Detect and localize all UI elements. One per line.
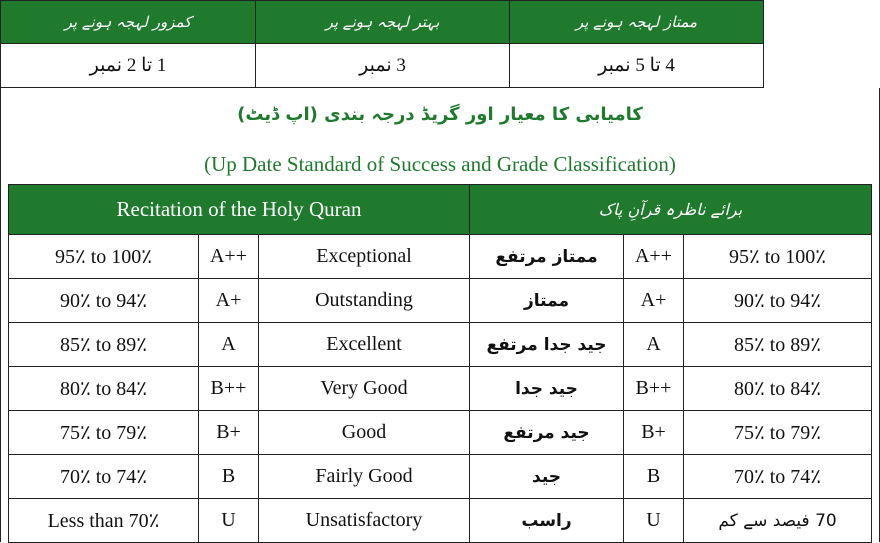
top-value-better: 3 نمبر: [255, 43, 510, 88]
grade-cell-range-en: 85٪ to 89٪: [8, 322, 199, 367]
top-header-better: بہتر لہجہ ہونے پر: [255, 0, 510, 44]
english-title: (Up Date Standard of Success and Grade Classification): [204, 152, 676, 176]
grade-cell-range-ur: 80٪ to 84٪: [683, 366, 872, 411]
grade-cell-desc-ur: جید جدا: [469, 366, 624, 411]
grade-cell-grade-ur: B++: [623, 366, 684, 411]
grade-cell-range-ur: 95٪ to 100٪: [683, 234, 872, 279]
header-nazira: برائے ناظرہ قرآنِ پاک: [469, 184, 872, 235]
grade-cell-range-en: 90٪ to 94٪: [8, 278, 199, 323]
header-recitation: Recitation of the Holy Quran: [8, 184, 470, 235]
grade-cell-range-ur: 90٪ to 94٪: [683, 278, 872, 323]
grade-cell-desc-ur: ممتاز مرتفع: [469, 234, 624, 279]
grade-cell-desc-en: Unsatisfactory: [258, 498, 470, 543]
urdu-title: کامیابی کا معیار اور گریڈ درجہ بندی (اپ ڈیٹ): [237, 104, 643, 125]
grade-cell-desc-en: Fairly Good: [258, 454, 470, 499]
grade-cell-grade-en: A: [198, 322, 259, 367]
top-header-excellent: ممتاز لہجہ ہونے پر: [509, 0, 764, 44]
grade-cell-desc-ur: جید جدا مرتفع: [469, 322, 624, 367]
grade-cell-range-en: Less than 70٪: [8, 498, 199, 543]
grade-cell-grade-en: U: [198, 498, 259, 543]
grade-cell-grade-ur: B+: [623, 410, 684, 455]
grade-cell-desc-en: Very Good: [258, 366, 470, 411]
top-score-table: [0, 0, 764, 88]
top-value-weak: 1 تا 2 نمبر: [0, 43, 256, 88]
grade-cell-range-en: 75٪ to 79٪: [8, 410, 199, 455]
grade-cell-range-ur: 75٪ to 79٪: [683, 410, 872, 455]
grade-cell-grade-en: B+: [198, 410, 259, 455]
grade-cell-range-en: 70٪ to 74٪: [8, 454, 199, 499]
grade-cell-grade-en: B: [198, 454, 259, 499]
grade-cell-desc-ur: جید مرتفع: [469, 410, 624, 455]
grade-cell-range-en: 80٪ to 84٪: [8, 366, 199, 411]
grade-cell-desc-ur: ممتاز: [469, 278, 624, 323]
grade-cell-desc-en: Excellent: [258, 322, 470, 367]
grade-cell-grade-ur: B: [623, 454, 684, 499]
grade-cell-grade-en: A++: [198, 234, 259, 279]
grade-cell-range-ur: 85٪ to 89٪: [683, 322, 872, 367]
grade-cell-desc-ur: راسب: [469, 498, 624, 543]
grade-cell-grade-en: B++: [198, 366, 259, 411]
grade-table: [8, 184, 872, 542]
grade-cell-range-en: 95٪ to 100٪: [8, 234, 199, 279]
grade-cell-grade-ur: A: [623, 322, 684, 367]
grade-cell-desc-ur: جید: [469, 454, 624, 499]
grade-cell-grade-ur: A+: [623, 278, 684, 323]
grade-cell-desc-en: Outstanding: [258, 278, 470, 323]
grade-cell-grade-ur: A++: [623, 234, 684, 279]
grade-cell-desc-en: Exceptional: [258, 234, 470, 279]
grade-cell-range-ur: 70 فیصد سے کم: [683, 498, 872, 543]
top-header-weak: کمزور لہجہ ہونے پر: [0, 0, 256, 44]
grade-cell-range-ur: 70٪ to 74٪: [683, 454, 872, 499]
top-value-excellent: 4 تا 5 نمبر: [509, 43, 764, 88]
grade-cell-grade-en: A+: [198, 278, 259, 323]
grade-cell-grade-ur: U: [623, 498, 684, 543]
grade-cell-desc-en: Good: [258, 410, 470, 455]
